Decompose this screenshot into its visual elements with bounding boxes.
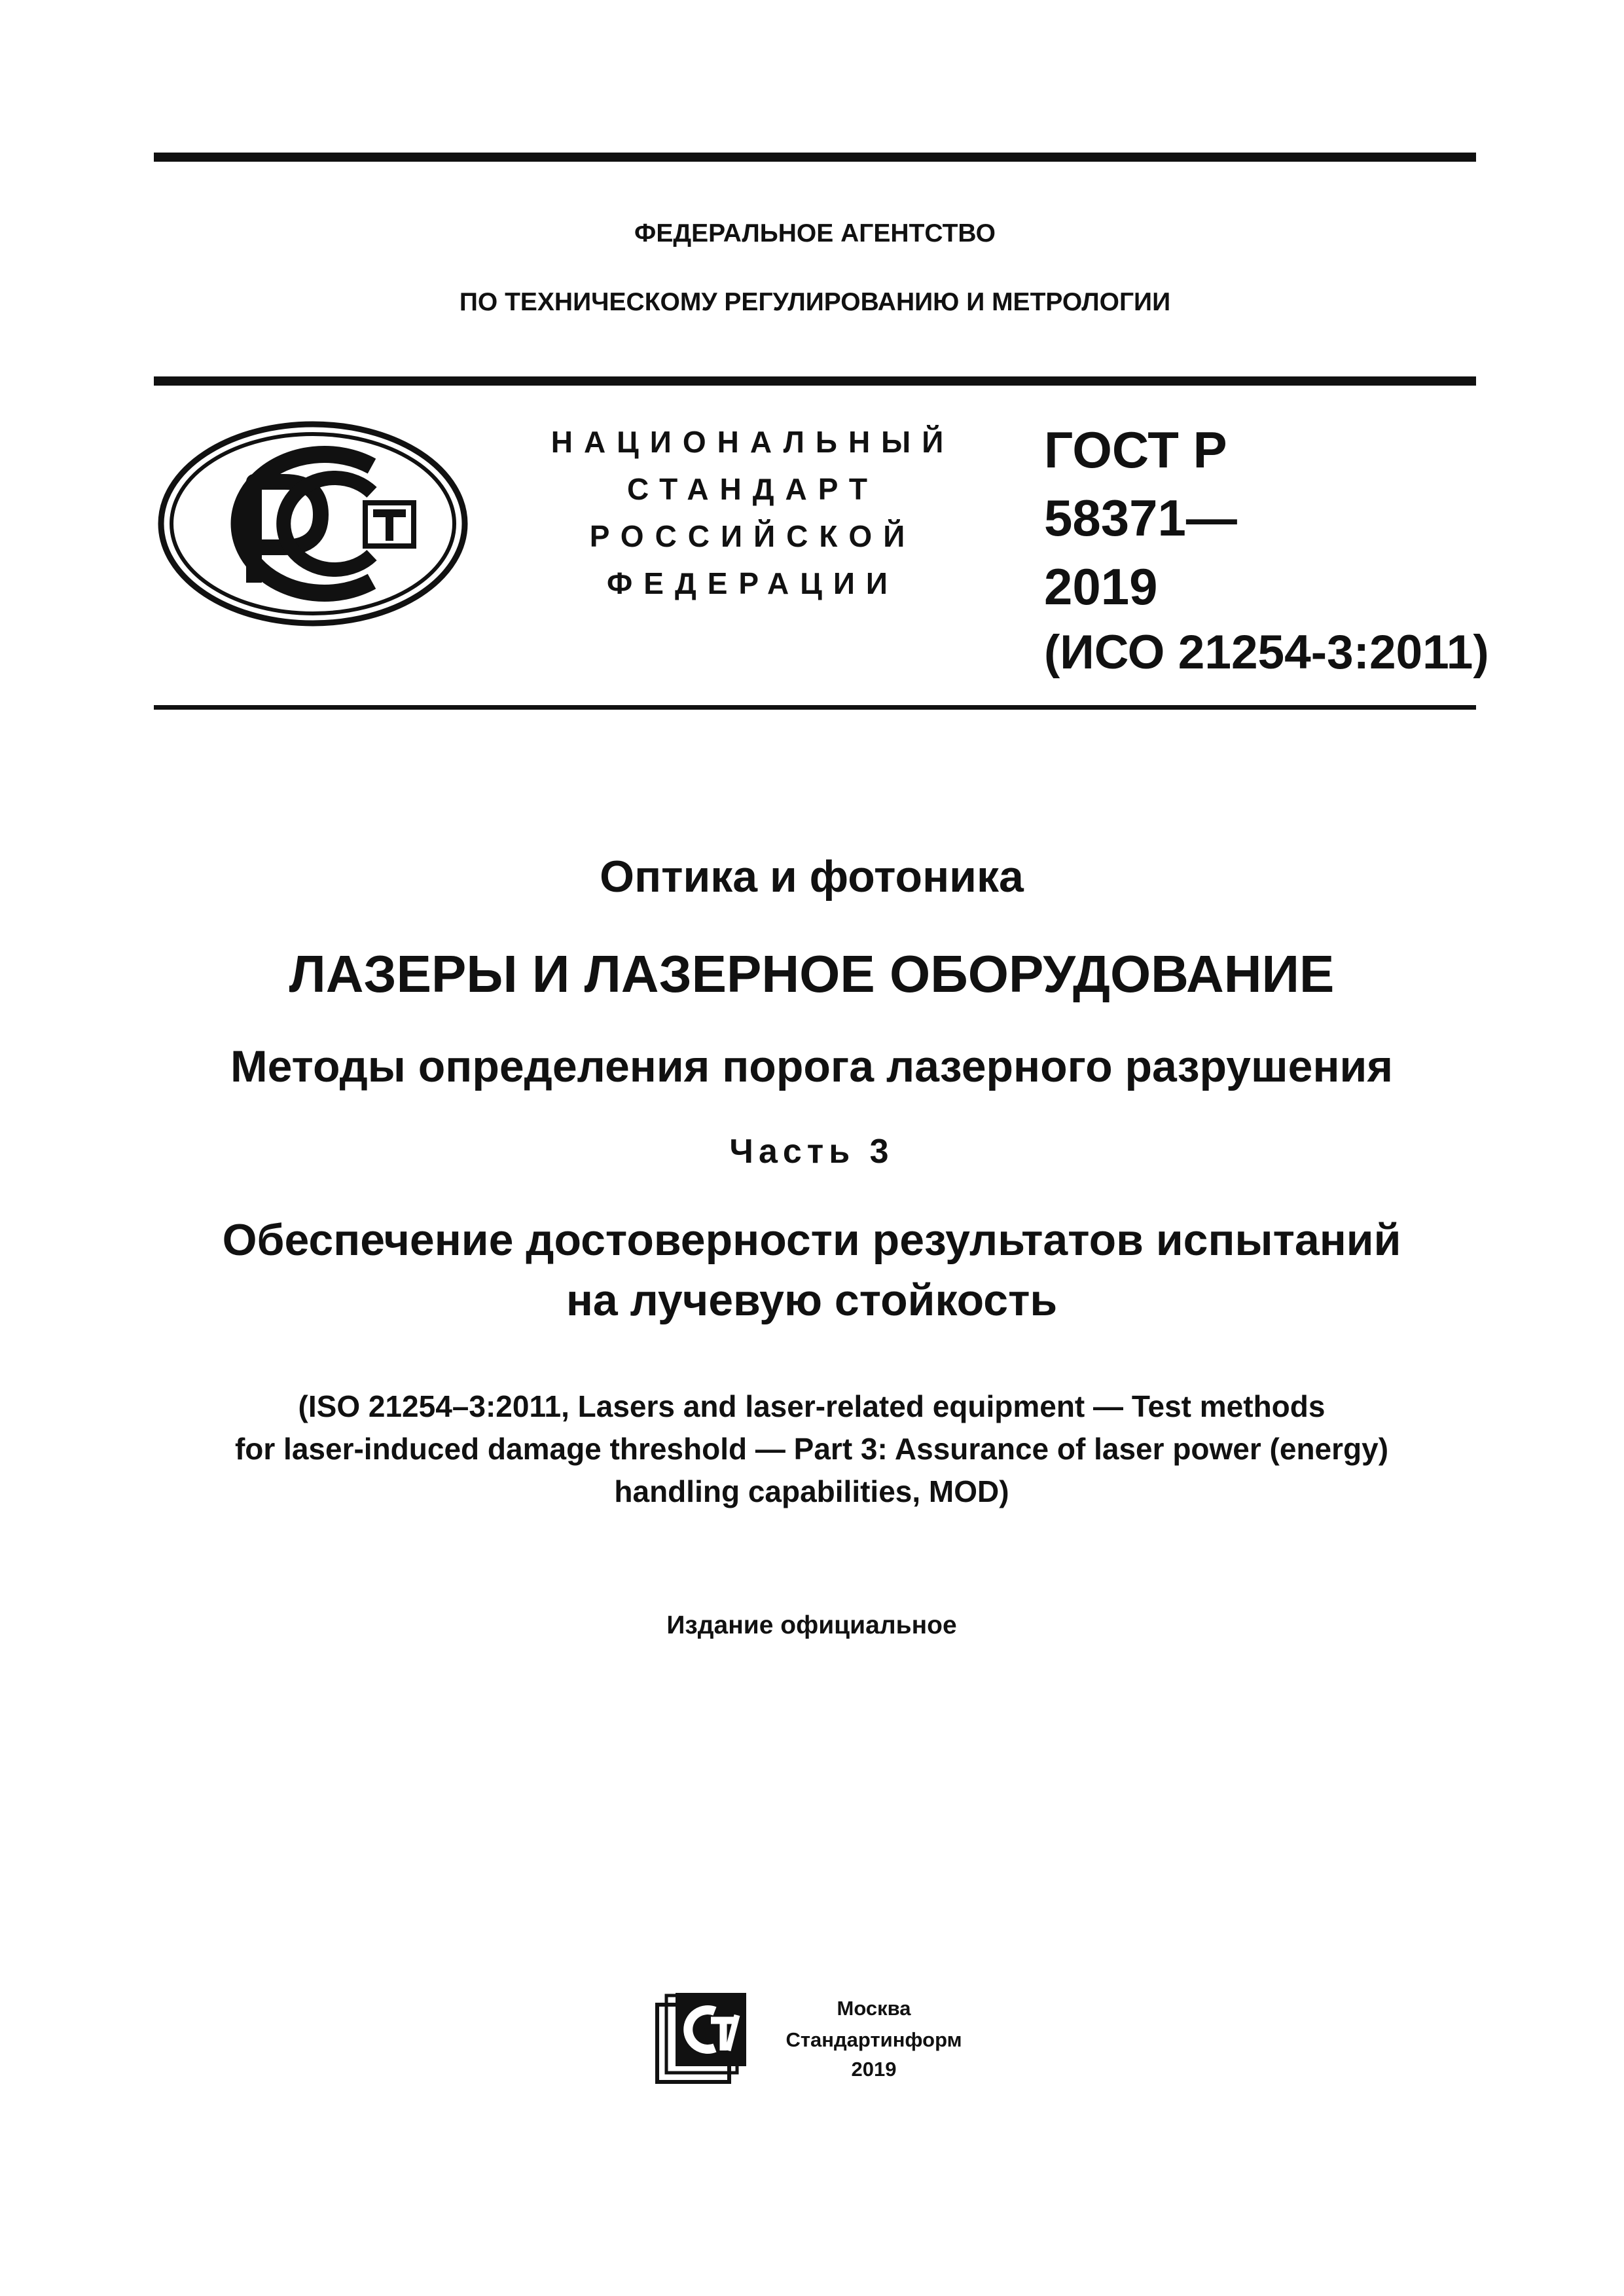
national-standard-line-1: НАЦИОНАЛЬНЫЙ <box>550 425 955 459</box>
national-standard-line-4: ФЕДЕРАЦИИ <box>607 566 899 600</box>
gost-iso-reference: (ИСО 21254-3:2011) <box>1044 626 1489 679</box>
publisher-name: Стандартинформ <box>785 2028 962 2051</box>
part-number: Часть 3 <box>729 1133 894 1171</box>
publisher-city: Москва <box>837 1997 911 2020</box>
gost-designation-line-3: 2019 <box>1044 558 1158 615</box>
rst-certification-logo <box>156 419 470 629</box>
iso-reference-line-3: handling capabilities, MOD) <box>614 1474 1009 1508</box>
subtitle-line-1: Обеспечение достоверности результатов испытаний <box>222 1215 1401 1265</box>
field-title: Оптика и фотоника <box>600 852 1024 902</box>
top-rule <box>154 153 1476 162</box>
subtitle-line-2: на лучевую стойкость <box>566 1275 1058 1325</box>
methods-title: Методы определения порога лазерного разрушения <box>230 1042 1394 1091</box>
agency-line-2: ПО ТЕХНИЧЕСКОМУ РЕГУЛИРОВАНИЮ И МЕТРОЛОГИИ <box>459 288 1171 316</box>
national-standard-line-2: СТАНДАРТ <box>627 472 878 506</box>
middle-rule <box>154 376 1476 386</box>
gost-designation-line-2: 58371— <box>1044 489 1237 547</box>
gost-designation-line-1: ГОСТ Р <box>1044 421 1227 479</box>
main-title: ЛАЗЕРЫ И ЛАЗЕРНОЕ ОБОРУДОВАНИЕ <box>289 945 1335 1003</box>
iso-reference-line-1: (ISO 21254–3:2011, Lasers and laser-related equipment — Test methods <box>298 1389 1326 1423</box>
bottom-rule <box>154 705 1476 710</box>
national-standard-line-3: РОССИЙСКОЙ <box>589 519 916 553</box>
agency-line-1: ФЕДЕРАЛЬНОЕ АГЕНТСТВО <box>634 219 996 247</box>
edition-note: Издание официальное <box>666 1611 957 1639</box>
publisher-year: 2019 <box>851 2058 897 2081</box>
standartinform-logo <box>655 1990 749 2085</box>
iso-reference-line-2: for laser-induced damage threshold — Part 3: Assurance of laser power (energy) <box>234 1432 1389 1466</box>
